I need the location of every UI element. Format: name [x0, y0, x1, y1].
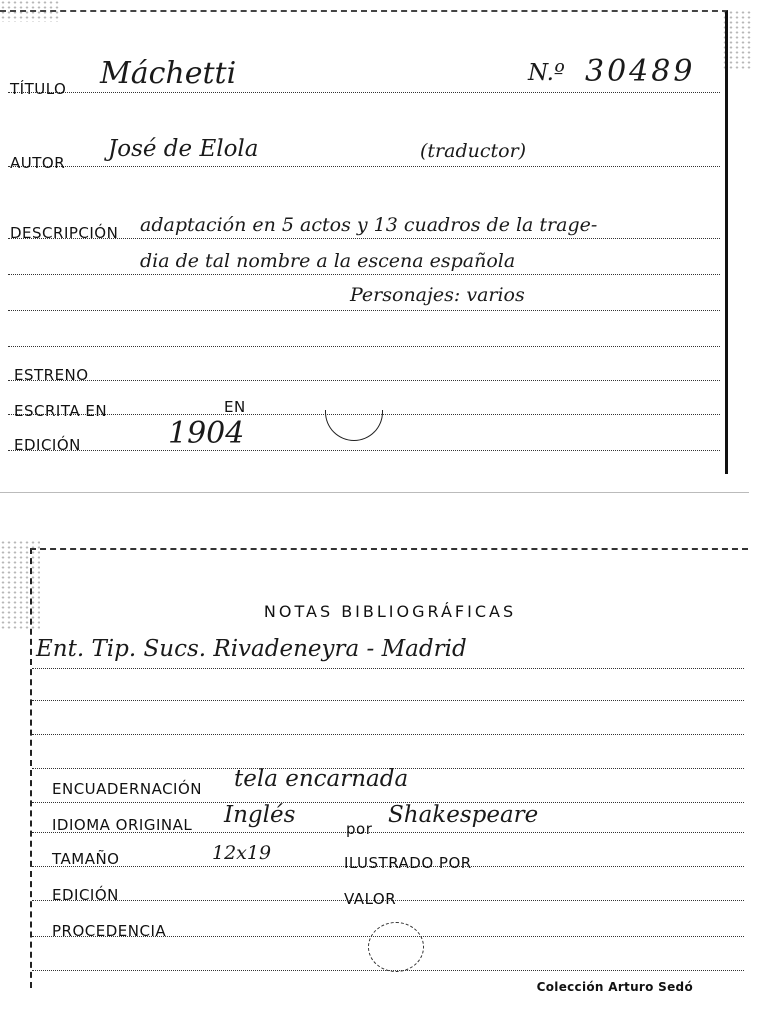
catalog-card-notes: [30, 548, 748, 988]
estreno-label: ESTRENO: [14, 366, 89, 384]
idioma-label: IDIOMA ORIGINAL: [52, 816, 193, 834]
edicion-label: EDICIÓN: [14, 436, 81, 454]
rule-notas-3: [32, 734, 744, 735]
rule-desc-3: [8, 310, 720, 311]
ilustrado-label: ILUSTRADO POR: [344, 854, 472, 872]
rule-notas-1: [32, 668, 744, 669]
valor-label: VALOR: [344, 890, 397, 908]
autor-label: AUTOR: [10, 154, 66, 172]
tamano-value: 12x19: [212, 842, 272, 864]
por-value: Shakespeare: [388, 802, 539, 828]
notas-value: Ent. Tip. Sucs. Rivadeneyra - Madrid: [36, 636, 467, 662]
encuadernacion-label: ENCUADERNACIÓN: [52, 780, 203, 798]
en-label: EN: [224, 398, 246, 416]
autor-value: José de Elola: [108, 136, 259, 162]
rule-notas-2: [32, 700, 744, 701]
collection-credit: Colección Arturo Sedó: [536, 980, 693, 994]
edicion-value: 1904: [168, 416, 245, 451]
rule-autor: [8, 166, 720, 167]
rule-desc-4: [8, 346, 720, 347]
descripcion-label: DESCRIPCIÓN: [10, 224, 119, 242]
catalog-card-main: [0, 10, 728, 474]
descripcion-line-3: Personajes: varios: [350, 284, 525, 306]
punch-hole-notch: [325, 410, 383, 441]
edicion-2-label: EDICIÓN: [52, 886, 119, 904]
rule-estreno: [8, 380, 720, 381]
descripcion-line-1: adaptación en 5 actos y 13 cuadros de la trage-: [140, 214, 598, 236]
notas-heading: NOTAS BIBLIOGRÁFICAS: [263, 602, 517, 621]
autor-role: (traductor): [420, 140, 527, 162]
rule-desc-2: [8, 274, 720, 275]
idioma-value: Inglés: [224, 802, 296, 828]
procedencia-label: PROCEDENCIA: [52, 922, 167, 940]
rule-edicion: [8, 450, 720, 451]
escrita-label: ESCRITA EN: [14, 402, 108, 420]
numero-value: 30489: [585, 54, 696, 89]
punch-hole-circle: [368, 922, 424, 972]
por-label: por: [346, 820, 373, 838]
tamano-label: TAMAÑO: [52, 850, 120, 868]
rule-titulo: [8, 92, 720, 93]
titulo-value: Máchetti: [100, 56, 237, 91]
numero-prefix: N.º: [528, 60, 565, 86]
card-separator: [0, 492, 749, 493]
descripcion-line-2: dia de tal nombre a la escena española: [140, 250, 516, 272]
encuadernacion-value: tela encarnada: [234, 766, 409, 792]
titulo-label: TÍTULO: [10, 80, 67, 98]
